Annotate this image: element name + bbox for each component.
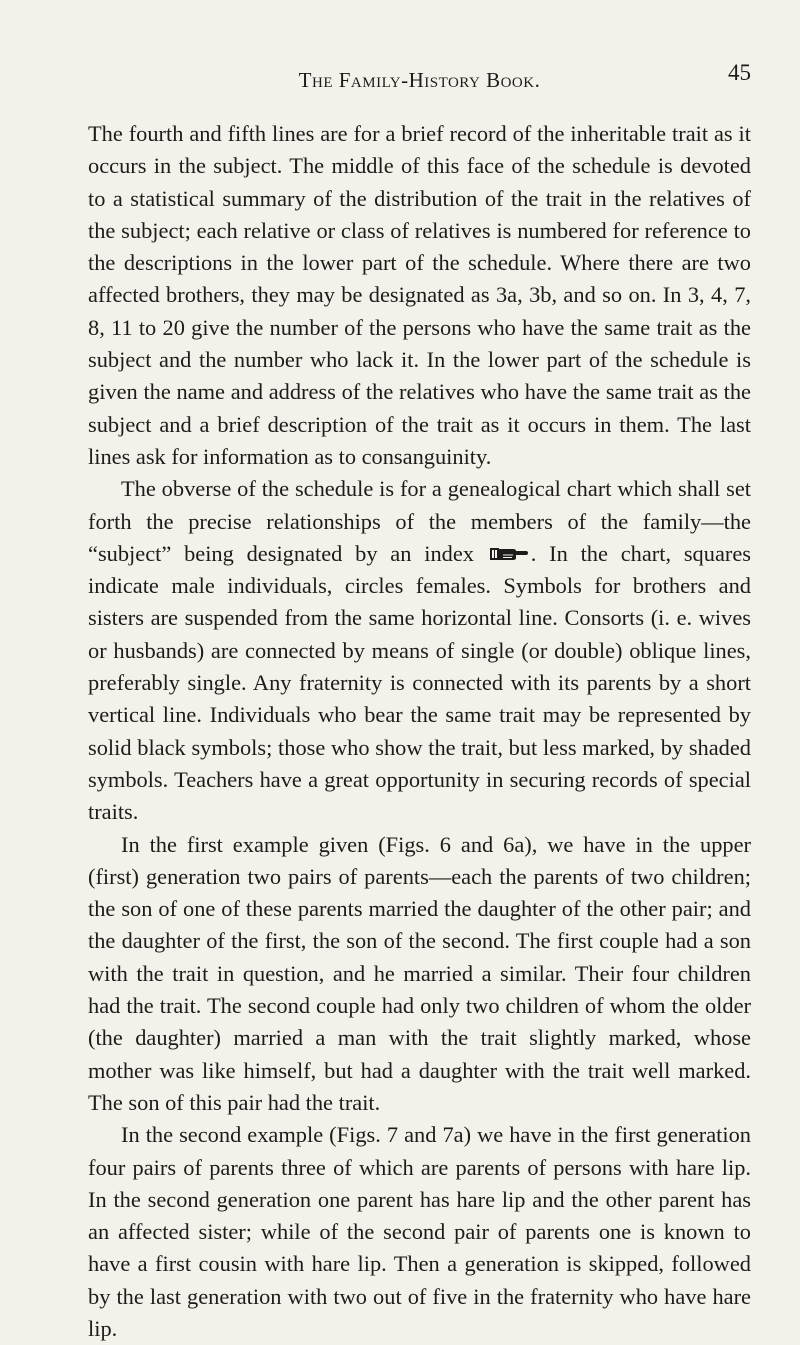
paragraph-2 xyxy=(88,473,751,828)
page-number: 45 xyxy=(728,60,751,85)
page-header xyxy=(88,60,751,94)
paragraph-4: In the second example (Figs. 7 and 7a) we have in the first generation four pairs of parents three of which are parents of persons with hare lip. In the second generation one parent has hare lip and the other parent has an affected sister; while of the second pair of parents one is known to have a first cousin with hare lip. Then a generation is skipped, followed by the last generation with two out of five in the fraternity who have hare lip. xyxy=(88,1122,751,1341)
paragraph-2-text-b: . In the chart, squares indicate male individuals, circles females. Symbols for brothers and sisters are suspended from the same horizontal line. Consorts (i. e. wives or husbands) are connected by means of single (or double) oblique lines, preferably single. Any fraternity is connected with its parents by a short vertical line. Individuals who bear the same trait may be represented by solid black symbols; those who show the trait, but less marked, by shaded symbols. Teachers have a great opportunity in securing records of special traits. xyxy=(88,540,751,825)
paragraph-3: In the first example given (Figs. 6 and 6a), we have in the upper (first) generation two pairs of parents—each the parents of two children; the son of one of these parents married the daughter of the other pair; and the daughter of the first, the son of the second. The first couple had a son with the trait in question, and he married a similar. Their four children had the trait. The second couple had only two children of whom the older (the daughter) married a man with the trait slightly marked, whose mother was like himself, but had a daughter with the trait well marked. The son of this pair had the trait. xyxy=(88,831,751,1115)
paragraph-1: The fourth and fifth lines are for a brief record of the inheritable trait as it occurs in the subject. The middle of this face of the schedule is devoted to a statistical summary of the distribution of the trait in the relatives of the subject; each relative or class of relatives is numbered for reference to the descriptions in the lower part of the schedule. Where there are two affected brothers, they may be designated as 3a, 3b, and so on. In 3, 4, 7, 8, 11 to 20 give the number of the persons who have the same trait as the subject and the number who lack it. In the lower part of the schedule is given the name and address of the relatives who have the same trait as the subject and a brief description of the trait as it occurs in them. The last lines ask for information as to consanguinity. xyxy=(88,121,751,469)
running-head: The Family-History Book. xyxy=(298,68,541,92)
paragraph-2-text-a: The obverse of the schedule is for a genealogical chart which shall set forth the precise relationships of the members of the family—the “subject” being designated by an index xyxy=(88,476,751,566)
pointing-hand-icon xyxy=(489,545,529,563)
body-text xyxy=(88,118,751,1345)
